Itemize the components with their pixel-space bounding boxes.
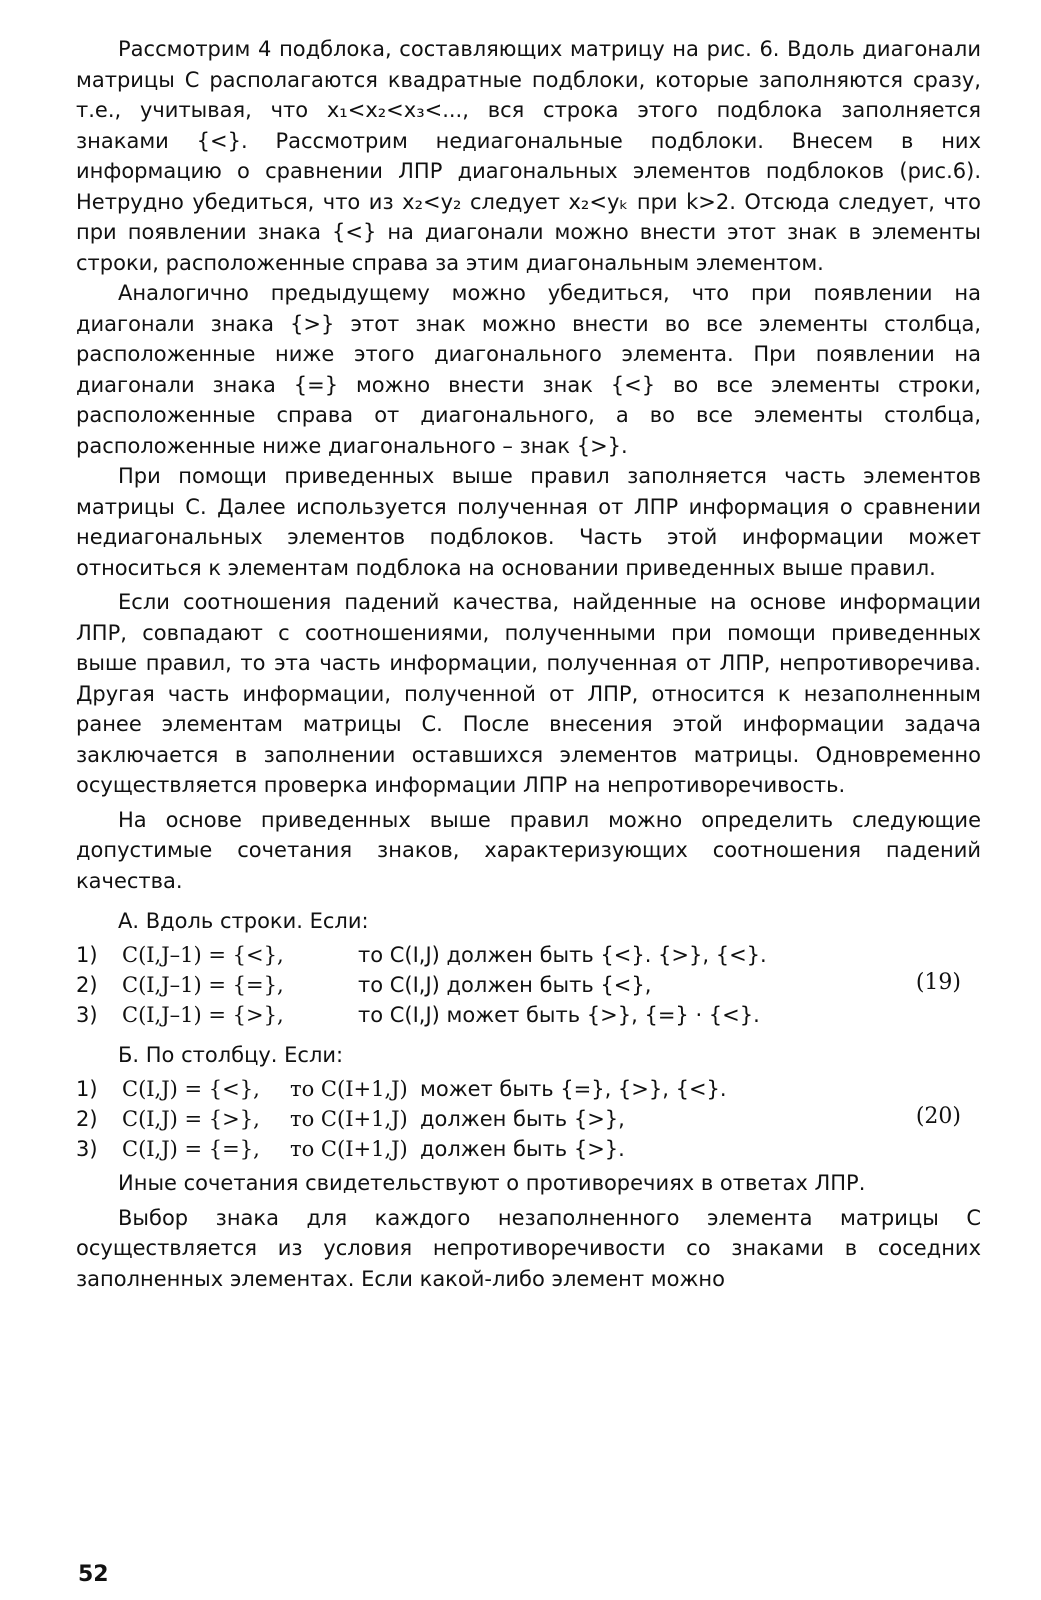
paragraph-2: Аналогично предыдущему можно убедиться, что при появлении на диагонали знака {>} этот знак можно внести во все элементы столбца, расположенные ниже этого диагонального элемента. При появлении на диагонали знака {=} можно внести знак {<} во все элементы строки, расположенные справа от диагонального, а во все элементы столбца, расположенные ниже диагонального – знак {>}. bbox=[76, 281, 981, 458]
case-result: то C(I,J) должен быть {<}. {>}, {<}. bbox=[358, 943, 767, 967]
page-number: 52 bbox=[78, 1562, 109, 1587]
case-target: то C(I+1,J) bbox=[290, 1107, 408, 1131]
col-case-2 bbox=[76, 1104, 981, 1134]
equation-number-19: (19) bbox=[915, 970, 961, 995]
case-condition: C(I,J–1) = {<}, bbox=[122, 943, 284, 967]
case-result: должен быть {>}, bbox=[420, 1107, 625, 1131]
row-case-3 bbox=[76, 1000, 981, 1030]
case-result: может быть {=}, {>}, {<}. bbox=[420, 1077, 727, 1101]
case-condition: C(I,J) = {=}, bbox=[122, 1137, 260, 1161]
case-target: то C(I+1,J) bbox=[290, 1077, 408, 1101]
case-condition: C(I,J) = {<}, bbox=[122, 1077, 260, 1101]
case-result: должен быть {>}. bbox=[420, 1137, 625, 1161]
row-case-2 bbox=[76, 970, 981, 1000]
col-case-1 bbox=[76, 1074, 981, 1104]
case-number: 3) bbox=[76, 1137, 98, 1161]
paragraph-4: Если соотношения падений качества, найденные на основе информации ЛПР, совпадают с соотношениями, полученными при помощи приведенных выше правил, то эта часть информации, полученная от ЛПР, непротиворечива. Другая часть информации, полученной от ЛПР, относится к незаполненным ранее элементам матрицы С. После внесения этой информации задача заключается в заполнении оставшихся элементов матрицы. Одновременно осуществляется проверка информации ЛПР на непротиворечивость. bbox=[76, 590, 981, 797]
case-target: то C(I+1,J) bbox=[290, 1137, 408, 1161]
paragraph-6: Иные сочетания свидетельствуют о противоречиях в ответах ЛПР. bbox=[118, 1171, 866, 1195]
case-number: 1) bbox=[76, 943, 98, 967]
case-condition: C(I,J–1) = {=}, bbox=[122, 973, 284, 997]
col-cases-block bbox=[76, 1074, 981, 1164]
case-number: 3) bbox=[76, 1003, 98, 1027]
col-cases-heading: Б. По столбцу. Если: bbox=[118, 1043, 344, 1067]
case-condition: C(I,J–1) = {>}, bbox=[122, 1003, 284, 1027]
paragraph-5: На основе приведенных выше правил можно определить следующие допустимые сочетания знаков, характеризующих соотношения падений качества. bbox=[76, 807, 981, 893]
col-case-3 bbox=[76, 1134, 981, 1164]
case-number: 1) bbox=[76, 1077, 98, 1101]
paragraph-3: При помощи приведенных выше правил заполняется часть элементов матрицы С. Далее используется полученная от ЛПР информация о сравнении недиагональных элементов подблоков. Часть этой информации может относиться к элементам подблока на основании приведенных выше правил. bbox=[76, 464, 981, 580]
equation-number-20: (20) bbox=[915, 1104, 961, 1129]
case-number: 2) bbox=[76, 973, 98, 997]
paragraph-7: Выбор знака для каждого незаполненного элемента матрицы С осуществляется из условия непротиворечивости со знаками в соседних заполненных элементах. Если какой-либо элемент можно bbox=[76, 1205, 981, 1291]
case-result: то C(I,J) должен быть {<}, bbox=[358, 973, 652, 997]
paragraph-1: Рассмотрим 4 подблока, составляющих матрицу на рис. 6. Вдоль диагонали матрицы С располагаются квадратные подблоки, которые заполняются сразу, т.е., учитывая, что x₁<x₂<x₃<..., вся строка этого подблока заполняется знаками {<}. Рассмотрим недиагональные подблоки. Внесем в них информацию о сравнении ЛПР диагональных элементов подблоков (рис.6). Нетрудно убедиться, что из x₂<y₂ следует x₂<yₖ при k>2. Отсюда следует, что при появлении знака {<} на диагонали можно внести этот знак в элементы строки, расположенные справа за этим диагональным элементом. bbox=[76, 37, 981, 275]
case-result: то C(I,J) может быть {>}, {=} · {<}. bbox=[358, 1003, 760, 1027]
row-cases-block bbox=[76, 940, 981, 1030]
row-case-1 bbox=[76, 940, 981, 970]
row-cases-heading: А. Вдоль строки. Если: bbox=[118, 909, 369, 933]
case-number: 2) bbox=[76, 1107, 98, 1131]
case-condition: C(I,J) = {>}, bbox=[122, 1107, 260, 1131]
